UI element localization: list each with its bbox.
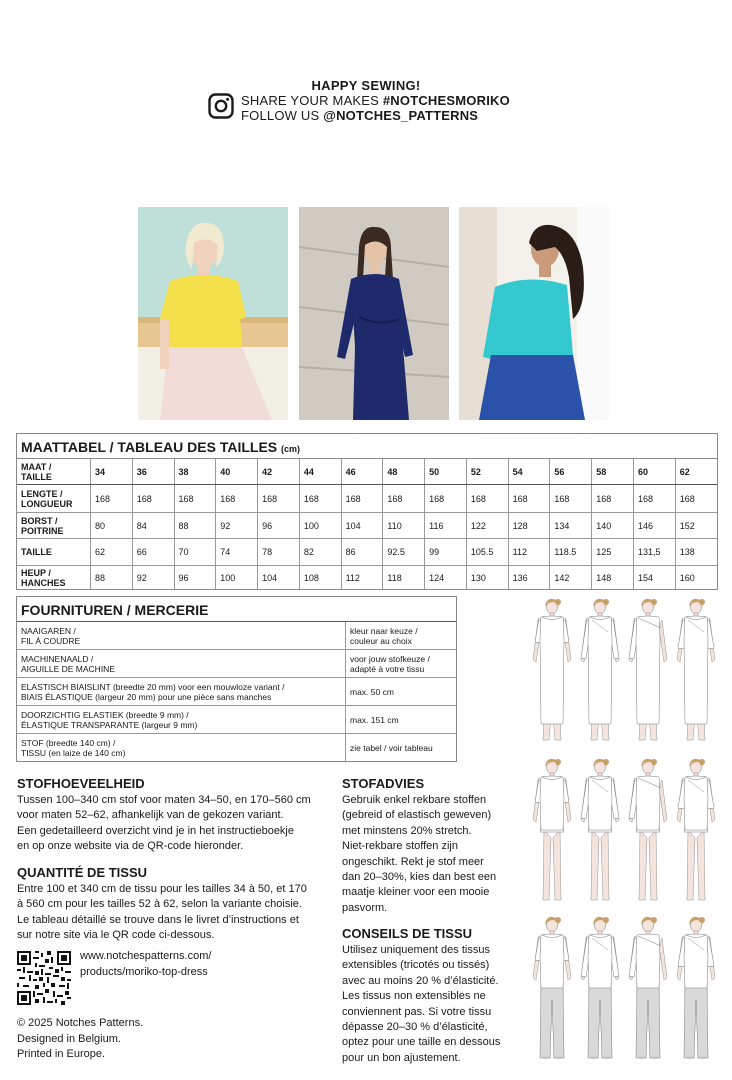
value-cell: 118.5 [550, 539, 592, 566]
notions-rows [17, 622, 456, 761]
share-line: SHARE YOUR MAKES #NOTCHESMORIKO [241, 93, 510, 108]
size-cell: 38 [174, 459, 216, 485]
measurement-row-bust [17, 513, 717, 539]
value-cell: 99 [425, 539, 467, 566]
value-cell: 96 [174, 566, 216, 590]
garment-drawing [674, 916, 718, 1066]
value-cell: 80 [91, 513, 133, 539]
notion-amount: kleur naar keuze / couleur au choix [346, 622, 457, 650]
size-chart-table [17, 459, 717, 589]
value-cell: 104 [258, 566, 300, 590]
fabric-quantity-fr-text: Entre 100 et 340 cm de tissu pour les tailles 34 à 50, et 170 à 560 cm pour les tailles 52 à 62, selon la variante choisie. Le tableau détaillé se trouve dans le livret d’instructions et sur notre site via le QR code ci-dessous. [17, 883, 307, 942]
value-cell: 130 [466, 566, 508, 590]
notion-row [17, 678, 456, 706]
notion-item: STOF (breedte 140 cm) / TISSU (en laize de 140 cm) [17, 734, 346, 762]
value-cell: 154 [633, 566, 675, 590]
notion-item: DOORZICHTIG ELASTIEK (breedte 9 mm) / ÉLASTIQUE TRANSPARANTE (largeur 9 mm) [17, 706, 346, 734]
value-cell: 88 [91, 566, 133, 590]
value-cell: 66 [132, 539, 174, 566]
notion-amount: max. 151 cm [346, 706, 457, 734]
size-cell: 44 [299, 459, 341, 485]
follow-line: FOLLOW US @NOTCHES_PATTERNS [241, 108, 479, 123]
value-cell: 62 [91, 539, 133, 566]
garment-drawing [530, 758, 574, 908]
value-cell: 124 [425, 566, 467, 590]
hashtag-link[interactable]: #NOTCHESMORIKO [382, 93, 510, 108]
notion-row [17, 622, 456, 650]
value-cell: 134 [550, 513, 592, 539]
notions-table [16, 596, 457, 762]
value-cell: 82 [299, 539, 341, 566]
value-cell: 136 [508, 566, 550, 590]
notion-amount: max. 50 cm [346, 678, 457, 706]
fabric-quantity-fr-title: QUANTITÉ DE TISSU [17, 865, 148, 880]
value-cell: 168 [216, 485, 258, 513]
garment-drawing [674, 598, 718, 748]
value-cell: 168 [592, 485, 634, 513]
value-cell: 168 [508, 485, 550, 513]
row-label: HEUP / HANCHES [17, 566, 91, 590]
fabric-quantity-nl [17, 776, 311, 855]
value-cell: 105.5 [466, 539, 508, 566]
value-cell: 168 [258, 485, 300, 513]
garment-drawing [674, 758, 718, 908]
value-cell: 92 [216, 513, 258, 539]
value-cell: 131,5 [633, 539, 675, 566]
size-cell: 40 [216, 459, 258, 485]
fabric-advice-fr-text: Utilisez uniquement des tissus extensibles (tricotés ou tissés) avec au moins 20 % d’élasticité. Les tissus non extensibles ne conviennent pas. Si votre tissu dépasse 20–30 % d’élasticité, optez pour une taille en dessous pour un bon ajustement. [342, 944, 501, 1064]
size-cell: 50 [425, 459, 467, 485]
value-cell: 142 [550, 566, 592, 590]
value-cell: 138 [675, 539, 717, 566]
garment-drawing [530, 598, 574, 748]
value-cell: 168 [341, 485, 383, 513]
value-cell: 168 [383, 485, 425, 513]
value-cell: 78 [258, 539, 300, 566]
value-cell: 100 [216, 566, 258, 590]
product-url[interactable]: www.notchespatterns.com/ products/moriko-top-dress [80, 950, 212, 978]
fabric-advice-nl-text: Gebruik enkel rekbare stoffen (gebreid of elastisch geweven) met minstens 20% stretch. Niet-rekbare stoffen zijn ongeschikt. Rekt je stof meer dan 20–30%, kies dan best een maatje kleiner voor een mooie pasvorm. [342, 794, 497, 914]
garment-drawing [626, 758, 670, 908]
notions-title: FOURNITUREN / MERCERIE [17, 597, 456, 622]
value-cell: 122 [466, 513, 508, 539]
value-cell: 152 [675, 513, 717, 539]
value-cell: 104 [341, 513, 383, 539]
size-cell: 46 [341, 459, 383, 485]
notion-row [17, 706, 456, 734]
size-cell: 60 [633, 459, 675, 485]
size-cell: 34 [91, 459, 133, 485]
size-cell: 62 [675, 459, 717, 485]
happy-sewing-heading: HAPPY SEWING! [311, 78, 421, 93]
size-chart-title: MAATTABEL / TABLEAU DES TAILLES (cm) [17, 434, 717, 459]
instagram-icon [208, 93, 234, 119]
handle-link[interactable]: @NOTCHES_PATTERNS [323, 108, 479, 123]
fabric-quantity-nl-text: Tussen 100–340 cm stof voor maten 34–50, en 170–560 cm voor maten 52–62, afhankelijk van de gekozen variant. Een gedetailleerd overzicht vind je in het instructieboekje en op onze website via de QR-code hieronder. [17, 794, 311, 853]
value-cell: 88 [174, 513, 216, 539]
garment-drawing [578, 598, 622, 748]
value-cell: 108 [299, 566, 341, 590]
photo-yellow-top [138, 207, 288, 420]
notion-row [17, 734, 456, 762]
size-cell: 42 [258, 459, 300, 485]
value-cell: 168 [174, 485, 216, 513]
value-cell: 92.5 [383, 539, 425, 566]
value-cell: 168 [675, 485, 717, 513]
size-header-row [17, 459, 717, 485]
value-cell: 116 [425, 513, 467, 539]
row-label: BORST / POITRINE [17, 513, 91, 539]
value-cell: 168 [550, 485, 592, 513]
value-cell: 128 [508, 513, 550, 539]
copyright-block: © 2025 Notches Patterns. Designed in Belgium. Printed in Europe. [17, 1017, 144, 1060]
fabric-advice-nl-title: STOFADVIES [342, 776, 425, 791]
notion-item: NAAIGAREN / FIL À COUDRE [17, 622, 346, 650]
photo-turquoise-top [459, 207, 609, 420]
value-cell: 160 [675, 566, 717, 590]
notion-item: ELASTISCH BIAISLINT (breedte 20 mm) voor een mouwloze variant / BIAIS ÉLASTIQUE (largeur 20 mm) pour une pièce sans manches [17, 678, 346, 706]
fabric-quantity-fr [17, 865, 307, 944]
qr-code[interactable] [17, 951, 71, 1005]
notion-amount: zie tabel / voir tableau [346, 734, 457, 762]
size-cell: 54 [508, 459, 550, 485]
garment-drawing [578, 758, 622, 908]
row-label: TAILLE [17, 539, 91, 566]
value-cell: 112 [508, 539, 550, 566]
value-cell: 96 [258, 513, 300, 539]
fabric-advice-nl [342, 776, 496, 916]
size-chart [16, 433, 718, 590]
value-cell: 92 [132, 566, 174, 590]
size-cell: 48 [383, 459, 425, 485]
notion-amount: voor jouw stofkeuze / adapté à votre tissu [346, 650, 457, 678]
garment-drawing [626, 598, 670, 748]
value-cell: 168 [466, 485, 508, 513]
notion-row [17, 650, 456, 678]
size-cell: 56 [550, 459, 592, 485]
value-cell: 112 [341, 566, 383, 590]
value-cell: 168 [299, 485, 341, 513]
measurement-row-hips [17, 566, 717, 590]
fabric-quantity-nl-title: STOFHOEVEELHEID [17, 776, 145, 791]
value-cell: 168 [633, 485, 675, 513]
garment-drawing [626, 916, 670, 1066]
notion-item: MACHINENAALD / AIGUILLE DE MACHINE [17, 650, 346, 678]
value-cell: 118 [383, 566, 425, 590]
value-cell: 168 [91, 485, 133, 513]
measurement-row-waist [17, 539, 717, 566]
value-cell: 168 [425, 485, 467, 513]
value-cell: 84 [132, 513, 174, 539]
value-cell: 168 [132, 485, 174, 513]
value-cell: 86 [341, 539, 383, 566]
garment-drawing [530, 916, 574, 1066]
size-cell: 52 [466, 459, 508, 485]
value-cell: 100 [299, 513, 341, 539]
garment-drawing [578, 916, 622, 1066]
measurement-row-length [17, 485, 717, 513]
size-cell: 58 [592, 459, 634, 485]
fabric-advice-fr [342, 926, 500, 1066]
size-header-label: MAAT / TAILLE [17, 459, 91, 485]
row-label: LENGTE / LONGUEUR [17, 485, 91, 513]
value-cell: 140 [592, 513, 634, 539]
value-cell: 70 [174, 539, 216, 566]
value-cell: 146 [633, 513, 675, 539]
value-cell: 148 [592, 566, 634, 590]
value-cell: 110 [383, 513, 425, 539]
value-cell: 125 [592, 539, 634, 566]
size-cell: 36 [132, 459, 174, 485]
value-cell: 74 [216, 539, 258, 566]
fabric-advice-fr-title: CONSEILS DE TISSU [342, 926, 473, 941]
photo-navy-dress [299, 207, 449, 420]
social-block [241, 93, 510, 123]
